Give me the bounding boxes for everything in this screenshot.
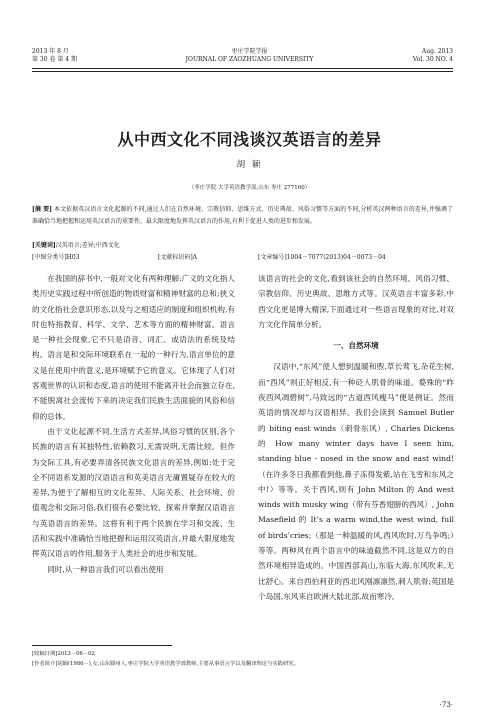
body-paragraph: 由于文化起源不同,生活方式差异,风俗习惯的区别,各个民族的语言有其独特性,依赖教习,无需说明,无需比较。但作为交际工具,有必要弄清各民族文化语言的差异,例如:处于完全不同语系发源的汉语语言和英美语言无庸置疑存在较大的差异,为便于了解相互的文化差异、人际关系、社会环境、价值观念和交际习俗,我们很有必要比较、探索并掌握汉语语言与英语语言的差异。这将有利于两个民族在学习和交流、生活和实践中准确恰当地把握和运用汉英语言,并最大限度地发挥英汉语言的作用,服务于人类社会的进步和发展。 bbox=[32, 426, 235, 559]
page-number: ·73· bbox=[439, 701, 453, 709]
journal-name-en: JOURNAL OF ZAOZHUANG UNIVERSITY bbox=[185, 56, 314, 63]
body-paragraph: 在我国的辞书中,一般对文化有两种理解:广义的文化指人类历史实践过程中所创造的物质财富和精神财富的总和;狭义的文化指社会意识形态,以及与之相适应的制度和组织机构,有时也特指教育、科学、文学、艺术等方面的精神财富。语言是一种社会现象,它不只是语音、词汇、或语法的系统及结构。语言是和交际环境联系在一起的一种行为,语言单位的意义是在使用中的意义,是环境赋予它的意义。它体现了人们对客观世界的认识和态度,语言的使用不能离开社会而独立存在,不能脱离社会流传下来的决定我们民族生活面貌的风俗和信仰的总体。 bbox=[32, 274, 235, 421]
author-bio: [作者简介]胡颖(1986－),女,山东滕州人,枣庄学院大学英语教学部教师,主要从事语言学以及翻译理论与实践研究。 bbox=[32, 661, 299, 667]
keywords bbox=[32, 240, 453, 249]
journal-name-cn: 枣庄学院学报 bbox=[231, 48, 268, 55]
volume-number-en: Vol. 30 NO. 4 bbox=[412, 56, 453, 63]
document-code: [文献标识码]A bbox=[158, 254, 198, 261]
header-rule-thin bbox=[32, 71, 453, 72]
article-title: 从中西文化不同浅谈汉英语言的差异 bbox=[117, 130, 382, 149]
volume-number: 第 30 卷 第 4 期 bbox=[32, 56, 77, 63]
footnotes bbox=[32, 649, 453, 669]
author-affiliation: （枣庄学院 大学英语教学部,山东 枣庄 277160） bbox=[188, 185, 311, 191]
body-paragraph: 该语言的社会的文化,看到该社会的自然环境、风俗习惯、宗教信仰、历史典故、思维方式等。汉英语言丰富多彩,中西文化更是博大精深,下面通过对一些语言现象的对比,对双方文化作简单分析。 bbox=[258, 274, 454, 329]
footnote-rule bbox=[32, 645, 172, 646]
section-heading: 一、自然环境 bbox=[333, 341, 379, 351]
header-rule-thick bbox=[32, 68, 453, 69]
issue-date: 2013 年 8 月 bbox=[32, 48, 69, 55]
issue-date-en: Aug. 2013 bbox=[421, 48, 453, 55]
received-date: [收稿日期]2013－06－02 bbox=[32, 651, 95, 657]
body-column-left bbox=[32, 271, 235, 577]
body-column-right bbox=[258, 271, 454, 604]
keywords-text: 汉英语言;差异;中西文化 bbox=[55, 242, 120, 249]
body-paragraph: 汉语中,“东风”使人想到温暖和煦,草长莺飞,杂花生树,而“西风”则正好相反,有一种砭人肌骨的味道。婺殊的“昨夜西风凋碧树”,马致远的“古道西风瘦马”便是例证。然而英语的情况却与汉语相异。我们会读到 Samuel Butler 的 biting east winds（刺骨东风）, Charles Dickens 的 How many winter days have I seen him, standing blue - nosed in the snow and east wind!（在许多冬日我都看到他,鼻子冻得发紫,站在飞雪和东风之中!）等等。关于西风,则有 John Milton 的 And west winds with musky wing（带有芬香翅膀的西风）, John Masefield 的 It’s a warm wind,the west wind, full of birds’cries;（那是一种温暖的风,西风吹时,万鸟争鸣;）等等。两种风在两个语言中的味道截然不同,这是双方的自然环境相异造成的。中国西部高山,东临大海,东风吹来,无比舒心。来自西伯利亚的西北风刚凛凛然,刺人肌骨;英国是个岛国,东风来自欧洲大陆北部,故而寒冷, bbox=[258, 362, 455, 601]
journal-date-volume-en bbox=[413, 48, 453, 64]
abstract-label: [摘 要] bbox=[32, 206, 52, 213]
article-number: [文章编号]1004－7077(2013)04－0073－04 bbox=[258, 254, 386, 261]
body-paragraph: 同时,从一种语言我们可以看出使用 bbox=[47, 564, 164, 574]
abstract bbox=[32, 204, 453, 227]
abstract-text: 本文依据英汉语言文化起源的不同,通过人们在自然环境、宗教信仰、思维方式、历史典故、风俗习惯等方面的不同,分析英汉两种语言的差异,并强调了准确恰当地把握和运用英汉语言的重要性。最大限度地发挥英汉语言的作用,有利于促进人类的进步和发展。 bbox=[32, 206, 453, 225]
author-name: 胡 颖 bbox=[236, 160, 263, 170]
clc-number: [中图分类号]H03 bbox=[32, 254, 80, 261]
keywords-label: [关键词] bbox=[32, 242, 56, 249]
